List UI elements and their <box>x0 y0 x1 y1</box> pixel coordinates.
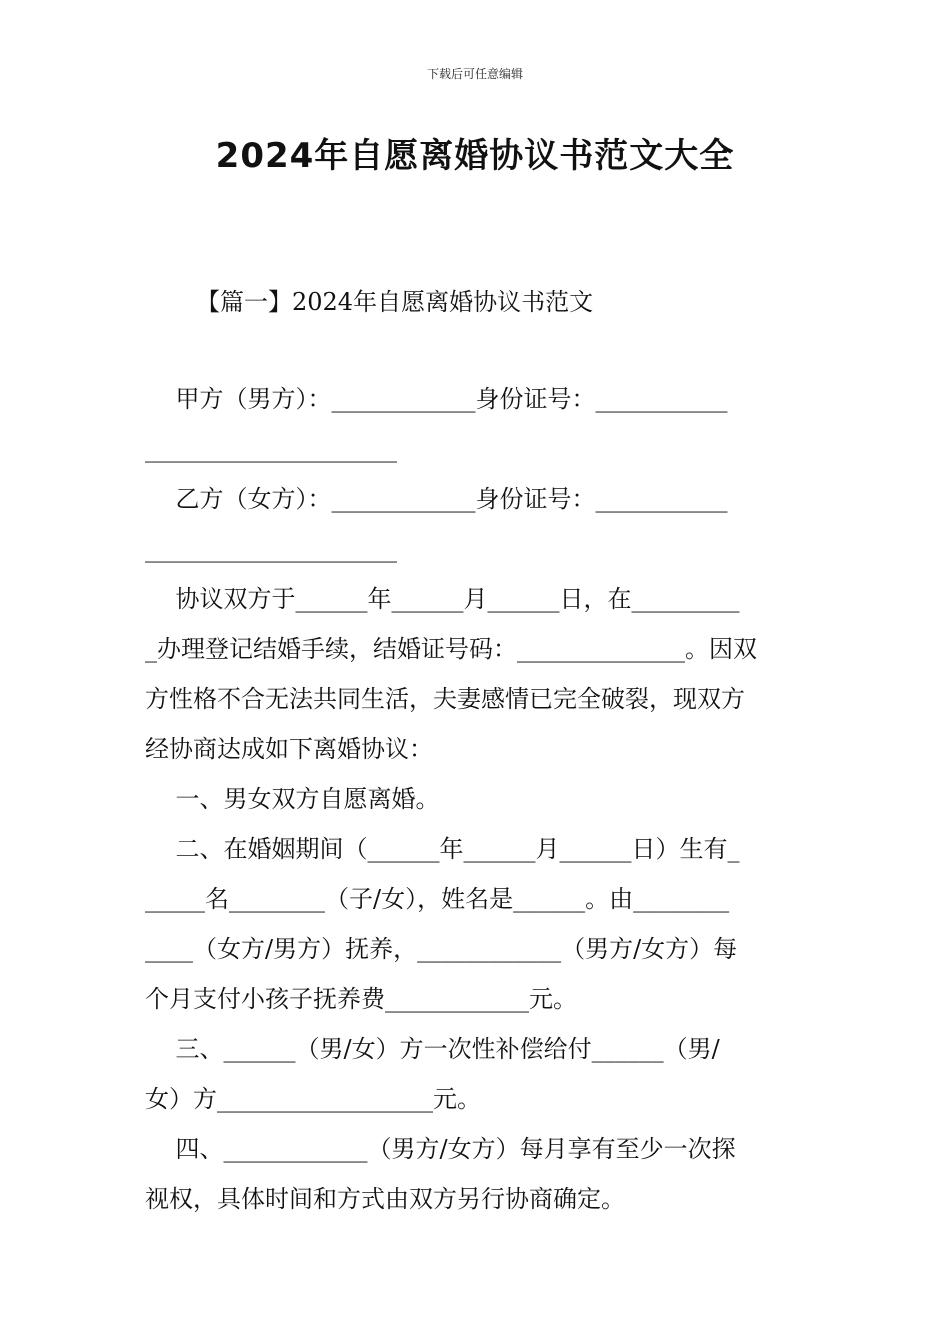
paragraph-line: 方性格不合无法共同生活，夫妻感情已完全破裂，现双方 <box>145 685 745 713</box>
party-b-id-continuation: _____________________ <box>145 535 397 563</box>
agreement-body <box>145 574 807 1224</box>
party-a-id-continuation: _____________________ <box>145 435 397 463</box>
party-a-line: 甲方（男方）：____________身份证号：___________ <box>145 385 728 413</box>
header-note: 下载后可任意编辑 <box>426 67 523 81</box>
clause-three-line: 女）方__________________元。 <box>145 1085 481 1113</box>
document-title: 2024年自愿离婚协议书范文大全 <box>215 136 735 176</box>
clause-two-line: ____（女方/男方）抚养，____________（男方/女方）每 <box>145 935 738 963</box>
paragraph-line: 经协商达成如下离婚协议： <box>145 735 433 763</box>
clause-four-line: 四、____________（男方/女方）每月享有至少一次探 <box>145 1135 736 1163</box>
clause-two-line: 个月支付小孩子抚养费____________元。 <box>145 985 577 1013</box>
clause-three-line: 三、______（男/女）方一次性补偿给付______（男/ <box>145 1035 720 1063</box>
party-b-line: 乙方（女方）：____________身份证号：___________ <box>145 485 728 513</box>
clause-four-line: 视权，具体时间和方式由双方另行协商确定。 <box>145 1185 625 1213</box>
clause-one: 一、男女双方自愿离婚。 <box>145 785 440 813</box>
clause-two-line: _____名________（子/女），姓名是______。由________ <box>145 885 730 913</box>
section-title: 【篇一】2024年自愿离婚协议书范文 <box>196 288 594 316</box>
paragraph-line: 协议双方于______年______月______日，在_________ <box>145 585 740 613</box>
party-b-block <box>145 474 807 574</box>
paragraph-line: _办理登记结婚手续，结婚证号码：______________。因双 <box>145 635 757 663</box>
party-a-block <box>145 374 807 474</box>
clause-two-line: 二、在婚姻期间（______年______月______日）生有_ <box>145 835 740 863</box>
